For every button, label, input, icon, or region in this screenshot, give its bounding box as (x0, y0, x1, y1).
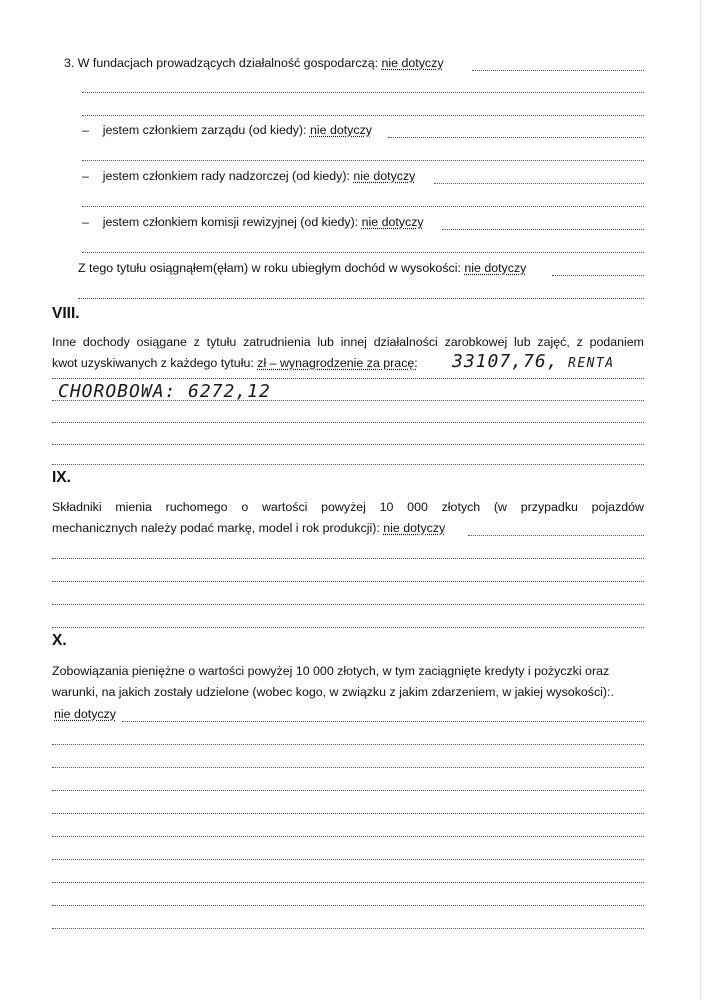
dotted-line (82, 92, 644, 93)
dotted-line (82, 160, 644, 161)
section-viii-heading: VIII. (52, 305, 80, 322)
dotted-line (52, 882, 644, 883)
dotted-line (52, 604, 644, 605)
income-row (78, 261, 526, 275)
supervisory-value: nie dotyczy (353, 169, 416, 183)
section-ix-heading: IX. (52, 469, 71, 486)
dotted-line (52, 905, 644, 906)
section-viii-line2 (52, 356, 418, 370)
income-value: nie dotyczy (464, 261, 527, 275)
audit-row (82, 215, 424, 229)
dotted-line (78, 298, 644, 299)
handwritten-sickness-label: CHOROBOWA: (58, 381, 177, 402)
dotted-line (52, 928, 644, 929)
section-x-heading: X. (52, 632, 67, 649)
dash: – (82, 123, 89, 137)
section-viii-line1: Inne dochody osiągane z tytułu zatrudnienia lub innej działalności zarobkowej lub zajęć, z podaniem (52, 335, 644, 349)
dash: – (82, 169, 89, 183)
dotted-line (52, 744, 644, 745)
section-viii-line2-label: kwot uzyskiwanych z każdego tytułu: (52, 356, 254, 370)
dotted-line (552, 275, 644, 276)
section-viii-typed-salary: zł – wynagrodzenie za pracę: (257, 356, 418, 370)
dotted-line (52, 444, 644, 445)
handwritten-sickness-amount: 6272,12 (188, 381, 271, 402)
dotted-line (468, 535, 644, 536)
supervisory-row (82, 169, 415, 183)
section-x-value: nie dotyczy (54, 707, 116, 721)
audit-label: jestem członkiem komisji rewizyjnej (od kiedy): (102, 215, 359, 229)
section-ix-value: nie dotyczy (383, 521, 446, 535)
dotted-line (82, 115, 644, 116)
dotted-line (52, 378, 644, 379)
dotted-line (52, 790, 644, 791)
board-label: jestem członkiem zarządu (od kiedy): (102, 123, 307, 137)
section-ix-line1: Składniki mienia ruchomego o wartości powyżej 10 000 złotych (w przypadku pojazdów (52, 500, 644, 514)
dotted-line (52, 859, 644, 860)
supervisory-label: jestem członkiem rady nadzorczej (od kiedy): (102, 169, 350, 183)
dotted-line (442, 229, 644, 230)
item3-value: nie dotyczy (381, 56, 444, 70)
dotted-line (52, 558, 644, 559)
dotted-line (122, 721, 644, 722)
scan-edge (700, 0, 701, 1000)
handwritten-pension-label: RENTA (568, 356, 615, 371)
section-ix-line2-label: mechanicznych należy podać markę, model i rok produkcji): (52, 521, 380, 535)
dotted-line (388, 137, 644, 138)
item3-row (64, 56, 444, 70)
dash: – (82, 215, 89, 229)
section-ix-line2 (52, 521, 445, 535)
dotted-line (472, 70, 644, 71)
dotted-line (52, 836, 644, 837)
dotted-line (434, 183, 644, 184)
dotted-line (52, 400, 644, 401)
dotted-line (82, 206, 644, 207)
audit-value: nie dotyczy (361, 215, 424, 229)
dotted-line (52, 422, 644, 423)
dotted-line (52, 464, 644, 465)
board-value: nie dotyczy (309, 123, 372, 137)
dotted-line (52, 767, 644, 768)
board-row (82, 123, 372, 137)
dotted-line (82, 252, 644, 253)
dotted-line (52, 581, 644, 582)
dotted-line (52, 813, 644, 814)
income-label: Z tego tytułu osiągnąłem(ęłam) w roku ubiegłym dochód w wysokości: (78, 261, 461, 275)
section-x-line1: Zobowiązania pieniężne o wartości powyżej 10 000 złotych, w tym zaciągnięte kredyty i pożyczki oraz (52, 664, 610, 678)
handwritten-salary-amount: 33107,76, (452, 351, 559, 372)
item3-label: 3. W fundacjach prowadzących działalność gospodarczą: (64, 56, 379, 70)
section-x-line2: warunki, na jakich zostały udzielone (wobec kogo, w związku z jakim zdarzeniem, w jakiej wysokości):. (52, 685, 614, 699)
dotted-line (52, 627, 644, 628)
